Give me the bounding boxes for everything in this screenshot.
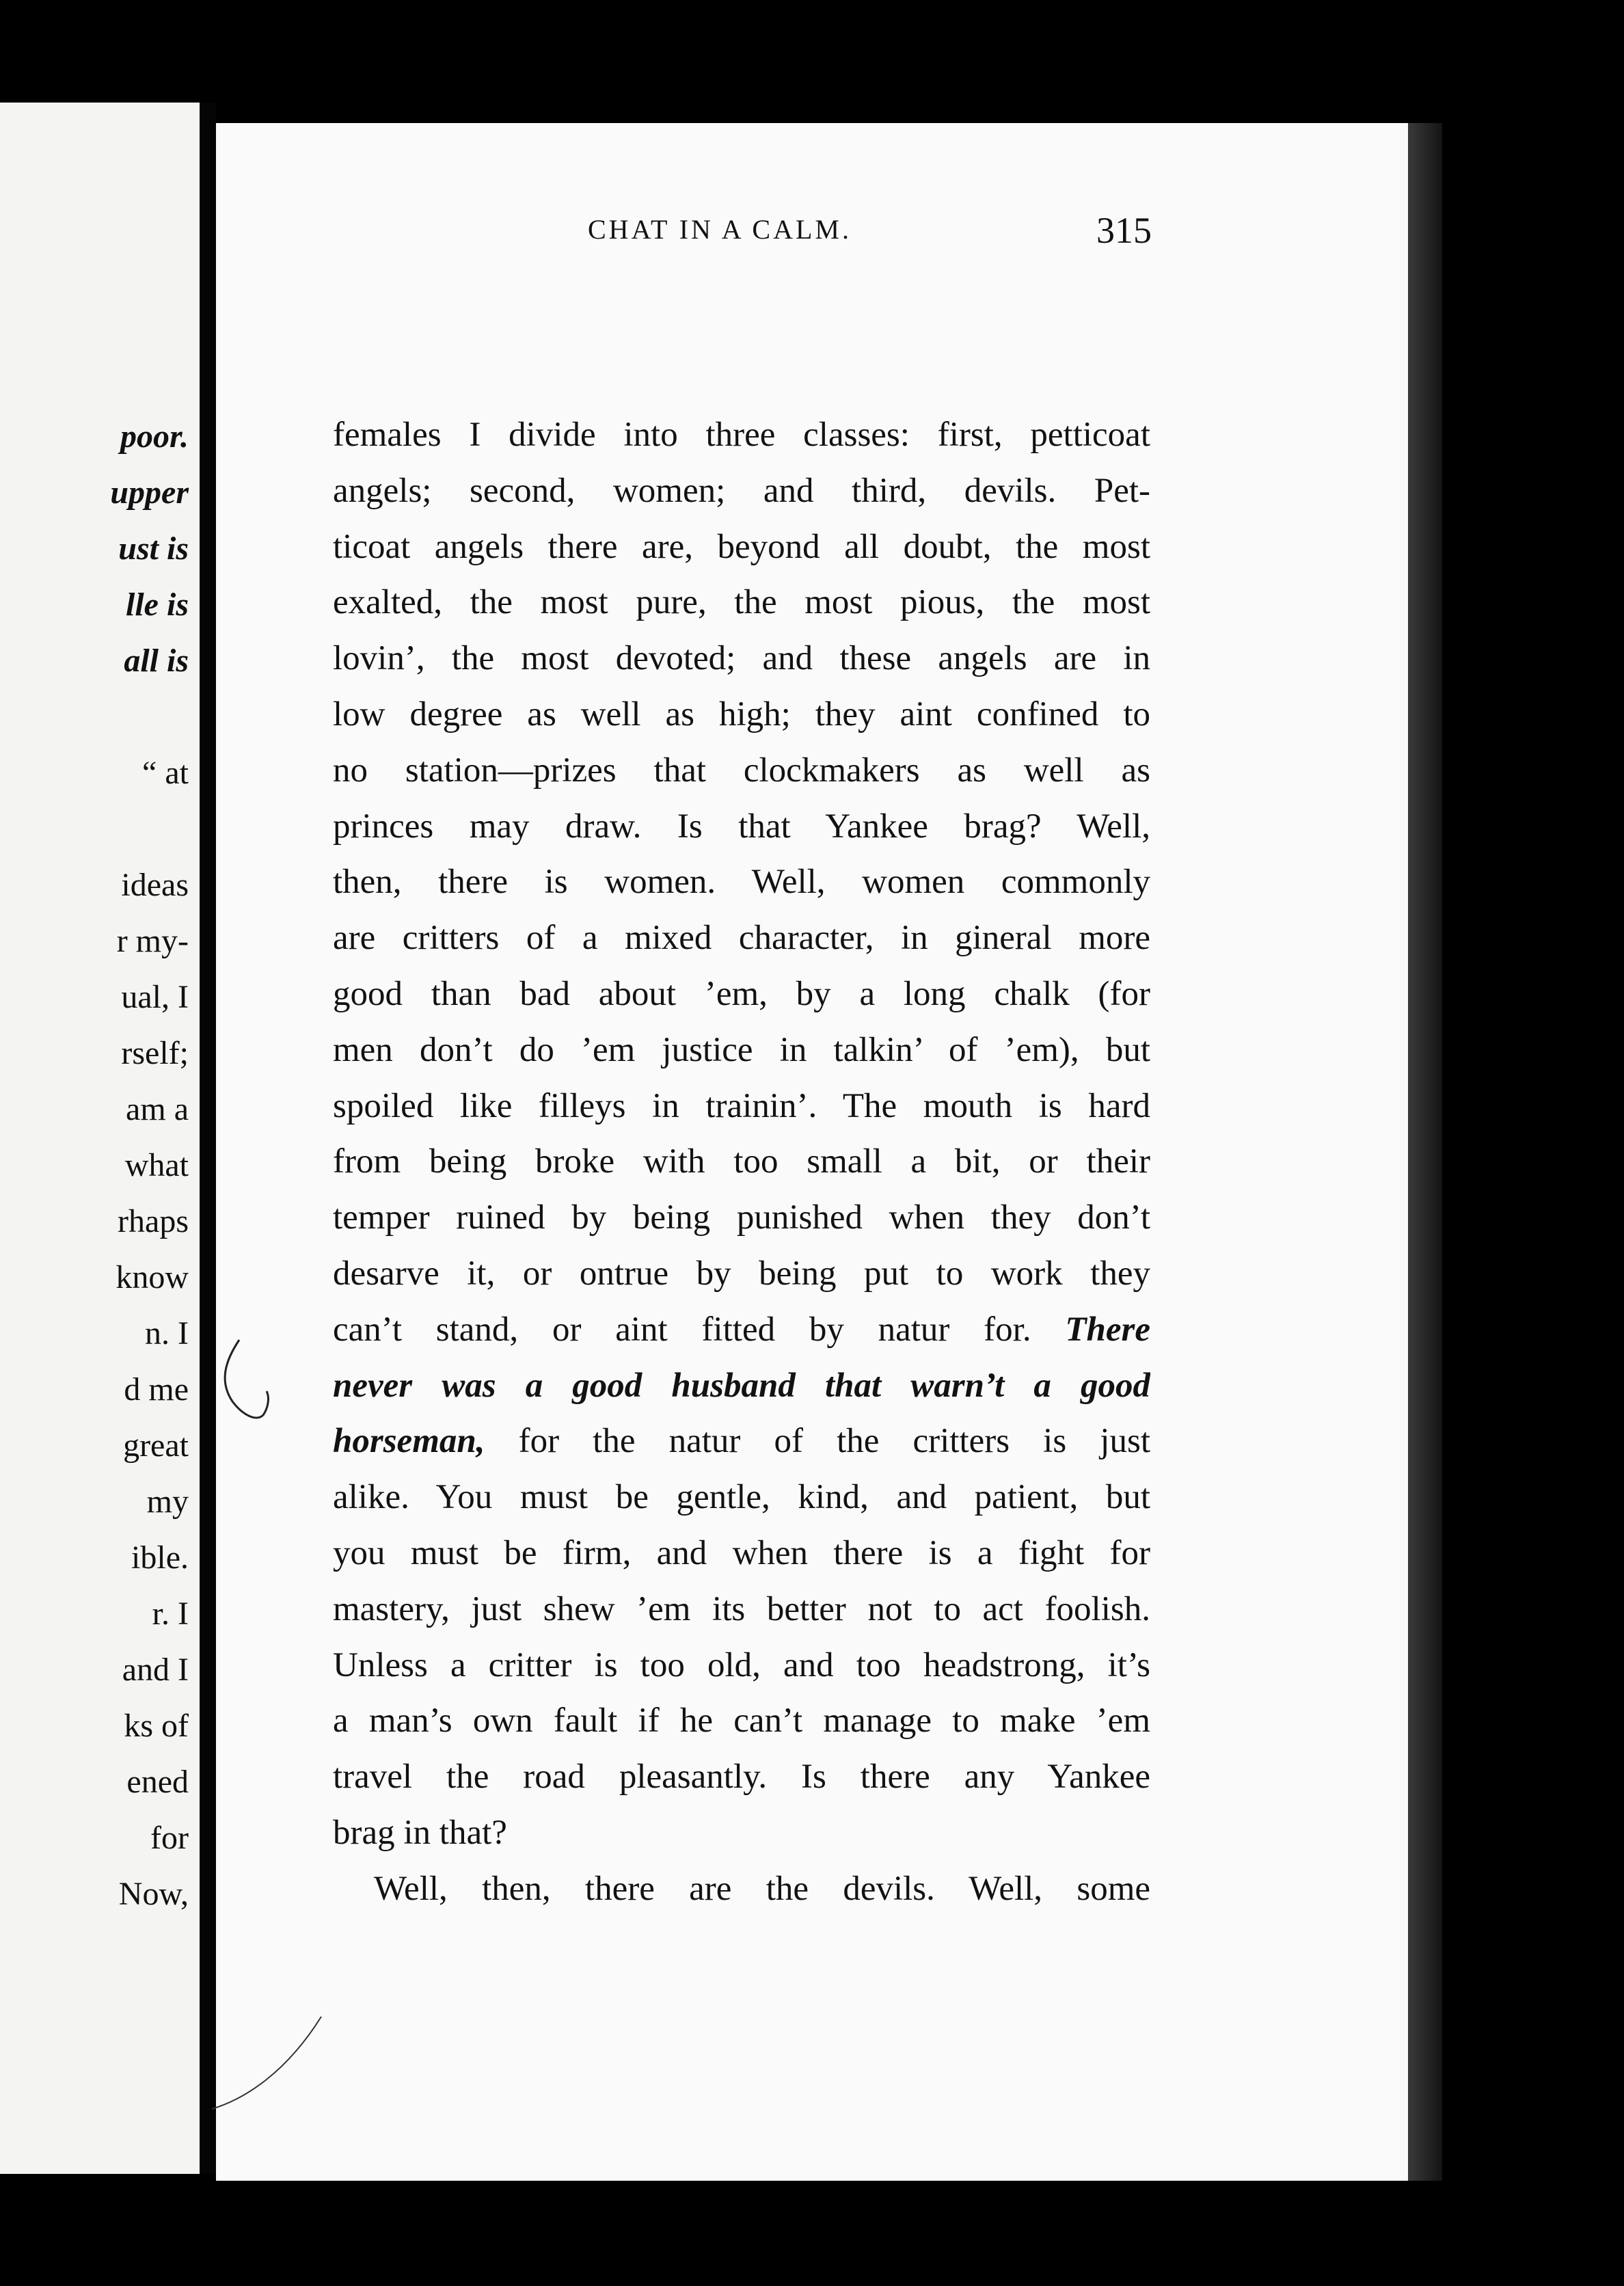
- text-span: lovin’, the most devoted; and these angels are in: [333, 639, 1150, 678]
- facing-page-line: upper: [110, 474, 189, 511]
- text-line: [333, 1805, 1150, 1861]
- text-span: alike. You must be gentle, kind, and patient, but: [333, 1478, 1150, 1517]
- facing-page-line: lle is: [126, 587, 189, 623]
- text-span: no station—prizes that clockmakers as well as: [333, 751, 1150, 790]
- facing-page: [0, 103, 200, 2174]
- text-line: [333, 631, 1150, 687]
- text-span: spoiled like filleys in trainin’. The mouth is hard: [333, 1086, 1150, 1125]
- text-line: [333, 687, 1150, 743]
- facing-page-line: ks of: [124, 1708, 189, 1744]
- text-line: [333, 1693, 1150, 1749]
- facing-page-line: for: [150, 1820, 189, 1856]
- text-line: [333, 1079, 1150, 1135]
- text-line: [333, 1582, 1150, 1638]
- text-span: low degree as well as high; they aint confined to: [333, 695, 1150, 734]
- text-span: angels; second, women; and third, devils. Pet-: [333, 471, 1150, 510]
- text-span: can’t stand, or aint fitted by natur for.: [333, 1310, 1066, 1349]
- text-span: men don’t do ’em justice in talkin’ of ’em), but: [333, 1030, 1150, 1069]
- text-span: females I divide into three classes: first, petticoat: [333, 416, 1150, 454]
- text-span: good than bad about ’em, by a long chalk (for: [333, 974, 1150, 1013]
- text-span: exalted, the most pure, the most pious, the most: [333, 583, 1150, 622]
- text-span: you must be firm, and when there is a fight for: [333, 1533, 1150, 1572]
- facing-page-line: poor.: [120, 418, 189, 455]
- text-span: for the natur of the critters is just: [485, 1422, 1150, 1461]
- text-span: desarve it, or ontrue by being put to work they: [333, 1254, 1150, 1293]
- facing-page-line: and I: [122, 1652, 189, 1688]
- facing-page-line: rhaps: [118, 1203, 189, 1239]
- facing-page-line: ust is: [118, 530, 189, 567]
- facing-page-line: ual, I: [121, 979, 189, 1015]
- text-line: [333, 1526, 1150, 1582]
- facing-page-line: am a: [126, 1091, 189, 1127]
- facing-page-line: n. I: [145, 1315, 189, 1352]
- text-span: travel the road pleasantly. Is there any Yankee: [333, 1758, 1150, 1797]
- text-line: [333, 1134, 1150, 1190]
- text-line: [333, 1414, 1150, 1470]
- text-line: [333, 1246, 1150, 1302]
- page-number: 315: [1096, 210, 1152, 251]
- text-span: Well, then, there are the devils. Well, some: [374, 1869, 1150, 1908]
- text-line: [333, 1023, 1150, 1079]
- text-span: temper ruined by being punished when they don’t: [333, 1198, 1150, 1237]
- italic-text: horseman,: [333, 1422, 485, 1461]
- facing-page-line: Now,: [118, 1876, 189, 1912]
- text-line: [333, 1358, 1150, 1414]
- text-line: [333, 463, 1150, 520]
- book-gutter: [200, 103, 216, 2174]
- text-line: [333, 520, 1150, 576]
- text-span: princes may draw. Is that Yankee brag? Well,: [333, 807, 1150, 846]
- facing-page-line: rself;: [121, 1035, 189, 1071]
- facing-page-line: ideas: [121, 867, 189, 903]
- text-span: then, there is women. Well, women commonly: [333, 863, 1150, 902]
- text-line: [333, 855, 1150, 911]
- text-line: [333, 575, 1150, 631]
- text-line: [333, 1302, 1150, 1358]
- text-line: [333, 1861, 1150, 1918]
- running-head-title: CHAT IN A CALM.: [588, 214, 852, 245]
- text-line: [333, 911, 1150, 967]
- text-span: a man’s own fault if he can’t manage to make ’em: [333, 1702, 1150, 1740]
- text-line: [333, 799, 1150, 855]
- facing-page-line: all is: [124, 643, 189, 679]
- text-line: [333, 743, 1150, 799]
- facing-page-line: what: [124, 1147, 189, 1183]
- text-line: [333, 1638, 1150, 1694]
- text-line: [333, 1190, 1150, 1246]
- facing-page-line: “ at: [142, 755, 189, 791]
- facing-page-line: d me: [124, 1371, 189, 1408]
- text-line: [333, 1749, 1150, 1805]
- italic-text: There: [1065, 1310, 1150, 1349]
- facing-page-line: ened: [126, 1764, 189, 1800]
- text-span: are critters of a mixed character, in gineral more: [333, 919, 1150, 958]
- running-head: [369, 209, 1152, 264]
- text-span: from being broke with too small a bit, or their: [333, 1142, 1150, 1181]
- italic-text: never was a good husband that warn’t a good: [333, 1366, 1150, 1405]
- text-span: mastery, just shew ’em its better not to act foolish.: [333, 1589, 1150, 1628]
- text-span: Unless a critter is too old, and too headstrong, it’s: [333, 1645, 1150, 1684]
- text-line: [333, 967, 1150, 1023]
- text-line: [333, 407, 1150, 463]
- facing-page-line: know: [116, 1259, 189, 1295]
- page-edge: [1408, 123, 1442, 2181]
- facing-page-line: ible.: [131, 1539, 189, 1576]
- text-line: [333, 1470, 1150, 1526]
- facing-page-line: r my-: [116, 923, 189, 959]
- text-span: ticoat angels there are, beyond all doubt, the most: [333, 527, 1150, 566]
- body-text: [333, 407, 1150, 1918]
- facing-page-line: great: [123, 1427, 189, 1464]
- text-span: brag in that?: [333, 1813, 507, 1852]
- facing-page-line: r. I: [152, 1596, 189, 1632]
- facing-page-line: my: [146, 1483, 189, 1520]
